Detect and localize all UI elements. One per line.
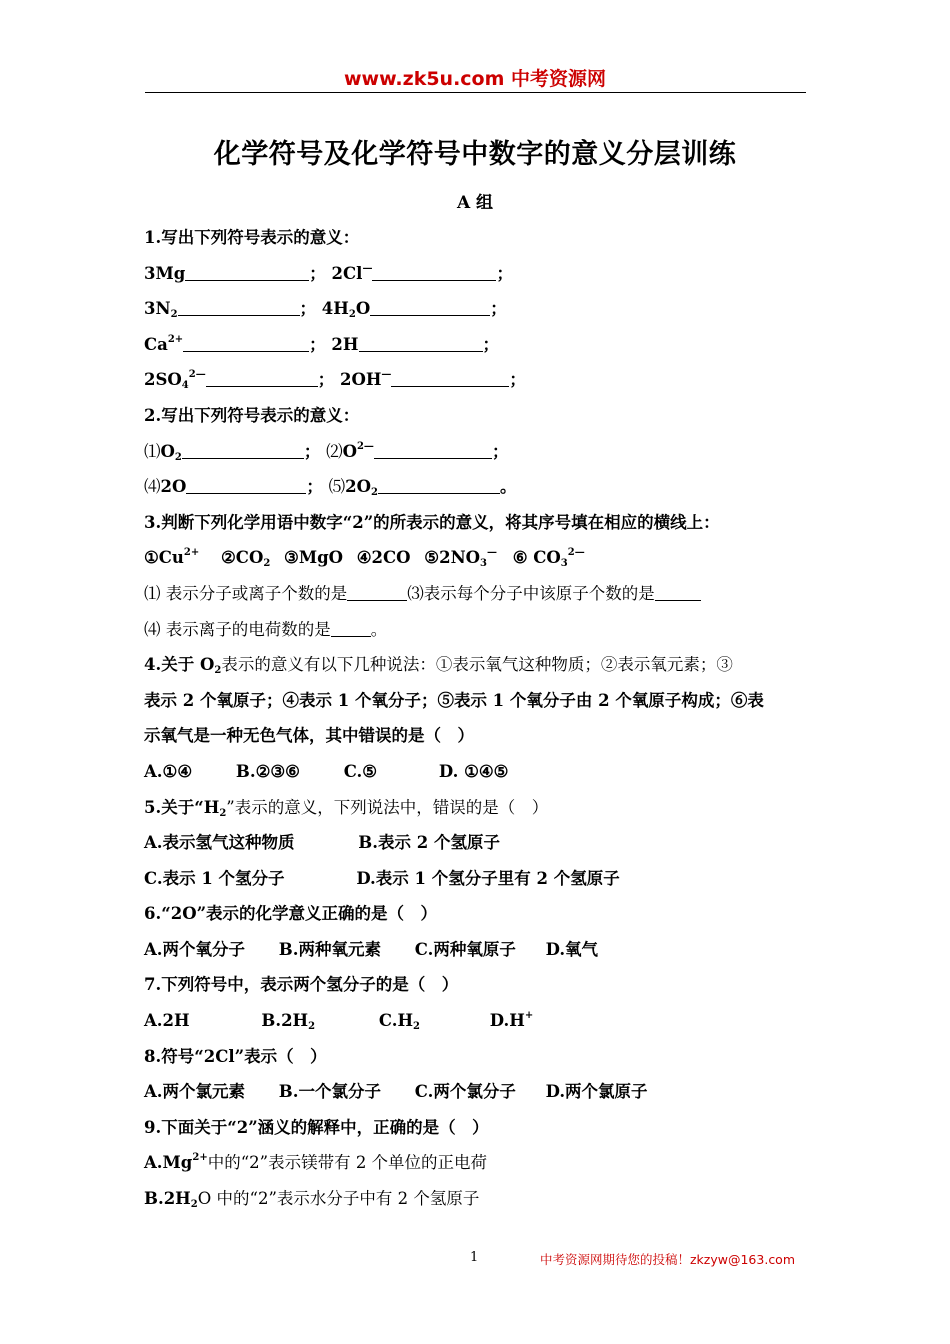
choice-d[interactable]: D.表示 1 个氢分子里有 2 个氢原子	[356, 868, 620, 888]
q5-choices-2	[144, 865, 812, 901]
choice-a[interactable]: A.2H	[144, 1011, 190, 1031]
q8-stem: 8.符号“2Cl”表示（ ）	[144, 1046, 327, 1066]
q3-options: $①Cu^{2+}$ $②CO_2$ ③MgO ④2CO $⑤2NO_3^—$ ⑥ $CO_3^{2—}$	[144, 547, 585, 570]
answer-blank[interactable]	[186, 475, 306, 494]
choice-d[interactable]: D.氧气	[545, 939, 599, 959]
answer-blank[interactable]	[206, 368, 318, 387]
answer-blank[interactable]	[182, 440, 304, 459]
q1-stem: 1.写出下列符号表示的意义：	[144, 228, 360, 247]
page-title: 化学符号及化学符号中数字的意义分层训练	[213, 139, 737, 170]
q1-row-3: $Ca^{2+}$ ； 2H ；	[144, 333, 499, 354]
answer-blank[interactable]	[178, 297, 300, 316]
choice-d[interactable]: D.两个氯原子	[545, 1082, 648, 1102]
answer-blank[interactable]	[331, 618, 371, 637]
choice-b[interactable]: B.②③⑥	[235, 761, 300, 781]
q2-row-2: ⑷2O ； $⑸2O_2$ 。	[144, 477, 517, 499]
q7-choices	[144, 1007, 812, 1043]
q4-stem-2: 表示 2 个氧原子；④表示 1 个氧分子；⑤表示 1 个氧分子由 2 个氧原子构成；⑥表	[144, 690, 764, 710]
answer-blank[interactable]	[372, 262, 496, 281]
choice-b[interactable]: B.表示 2 个氢原子	[358, 833, 500, 853]
answer-blank[interactable]	[185, 262, 309, 281]
choice-c[interactable]: C.两个氯分子	[414, 1082, 516, 1102]
q1-row-4: $2SO_4^{2—}$ ； 2OH— ；	[144, 369, 526, 392]
answer-blank[interactable]	[347, 582, 407, 601]
choice-a[interactable]: A.两个氯元素	[144, 1082, 246, 1102]
choice-c[interactable]: C.表示 1 个氢分子	[144, 868, 285, 888]
q9-choice-a[interactable]: $A.Mg^{2+}$中的“2”表示镁带有 2 个单位的正电荷	[144, 1152, 488, 1173]
answer-blank[interactable]	[359, 333, 483, 352]
q2-row-1: $⑴O_2$ ； $⑵O^{2—}$ ；	[144, 440, 509, 463]
q8-choices	[144, 1078, 812, 1114]
choice-a[interactable]: A.两个氧分子	[144, 939, 246, 959]
choice-c[interactable]: C.两种氧原子	[414, 939, 516, 959]
q4-stem-1: 4.关于 $O_2$表示的意义有以下几种说法：①表示氧气这种物质；②表示氧元素；③	[144, 655, 733, 677]
q9-stem: 9.下面关于“2”涵义的解释中，正确的是（ ）	[144, 1117, 489, 1137]
choice-b[interactable]: B.两种氧元素	[278, 939, 381, 959]
answer-blank[interactable]	[370, 297, 490, 316]
choice-b[interactable]: B.一个氯分子	[278, 1082, 381, 1102]
q3-line-2: ⑷ 表示离子的电荷数的是 。	[144, 619, 388, 639]
choice-a[interactable]: A.①④	[144, 761, 193, 781]
q6-stem: 6.“2O”表示的化学意义正确的是（ ）	[144, 904, 438, 924]
q1-row-1: 3Mg ； 2Cl— ；	[144, 262, 513, 283]
q6-choices	[144, 936, 812, 972]
answer-blank[interactable]	[391, 368, 509, 387]
q5-choices-1	[144, 829, 812, 865]
page-number: 1	[470, 1250, 479, 1265]
q7-stem: 7.下列符号中，表示两个氢分子的是（ ）	[144, 975, 459, 995]
q1-row-2: $3N_2$ ； $4H_2O$ ；	[144, 299, 507, 321]
footer-note: 中考资源网期待您的投稿！zkzyw@163.com	[540, 1252, 796, 1267]
q5-stem: 5.关于“$H_2$”表示的意义，下列说法中，错误的是（ ）	[144, 797, 549, 819]
answer-blank[interactable]	[378, 475, 500, 494]
choice-d[interactable]: D. ①④⑤	[438, 761, 509, 781]
answer-blank[interactable]	[183, 333, 309, 352]
answer-blank[interactable]	[655, 582, 701, 601]
group-heading: A 组	[456, 193, 494, 213]
choice-d[interactable]: D.H+	[489, 1010, 534, 1031]
q3-line-1: ⑴ 表示分子或离子个数的是 ⑶表示每个分子中该原子个数的是	[144, 580, 812, 616]
q4-stem-3: 示氧气是一种无色气体，其中错误的是（ ）	[144, 726, 474, 746]
question-body	[144, 224, 812, 1221]
q4-choices	[144, 758, 812, 794]
q9-choice-b[interactable]: $B.2H_2O$ 中的“2”表示水分子中有 2 个氢原子	[144, 1189, 480, 1211]
site-header: www.zk5u.com 中考资源网	[343, 68, 607, 90]
header-divider	[145, 92, 806, 93]
choice-c[interactable]: $C.H_2$	[378, 1011, 421, 1033]
choice-b[interactable]: $B.2H_2$	[261, 1011, 316, 1033]
answer-blank[interactable]	[374, 440, 492, 459]
choice-c[interactable]: C.⑤	[343, 761, 378, 781]
q2-stem: 2.写出下列符号表示的意义：	[144, 405, 360, 425]
choice-a[interactable]: A.表示氢气这种物质	[144, 833, 295, 853]
q3-stem: 3.判断下列化学用语中数字“2”的所表示的意义，将其序号填在相应的横线上：	[144, 512, 720, 532]
page-footer	[0, 1250, 950, 1268]
